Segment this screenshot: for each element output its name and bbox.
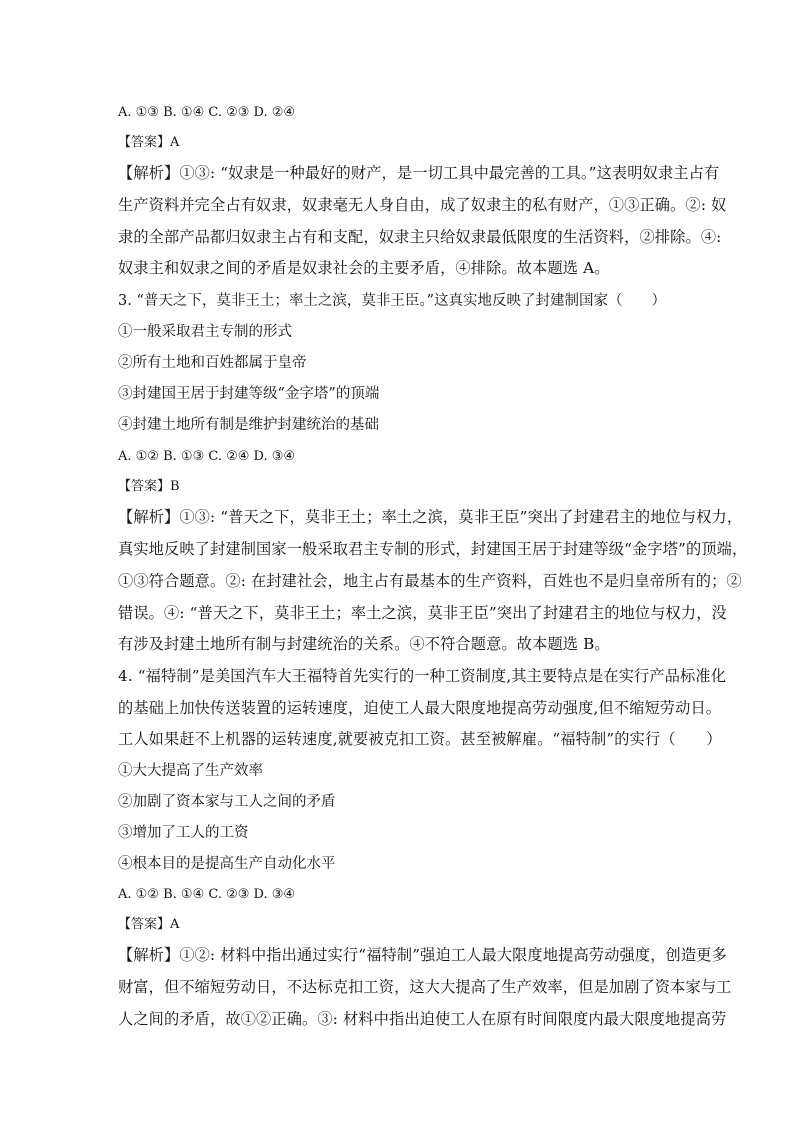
q2-analysis-line: 生产资料并完全占有奴隶，奴隶毫无人身自由，成了奴隶主的私有财产，①③正确。②: 奴 [118,196,727,214]
q3-options: A. ①② B. ①③ C. ②④ D. ③④ [118,449,296,464]
q4-statement: ④根本目的是提高生产自动化水平 [118,856,336,872]
q3-statement: ④封建土地所有制是维护封建统治的基础 [118,417,379,433]
q4-statement: ①大大提高了生产效率 [118,763,263,779]
q4-stem: 4. “福特制”是美国汽车大王福特首先实行的一种工资制度,其主要特点是在实行产品标准化 [118,667,727,685]
q4-statement: ③增加了工人的工资 [118,825,249,841]
q4-analysis-line: 财富，但不缩短劳动日，不达标克扣工资，这大大提高了生产效率，但是加剧了资本家与工 [118,978,732,996]
q3-analysis-line: 错误。④: “普天之下，莫非王土；率土之滨，莫非王臣”突出了封建君主的地位与权力，没 [118,604,727,622]
q4-statement: ②加剧了资本家与工人之间的矛盾 [118,794,336,810]
q3-answer: 【答案】B [118,479,180,494]
q4-options: A. ①② B. ①④ C. ②③ D. ③④ [118,887,296,902]
q4-stem: 工人如果赶不上机器的运转速度,就要被克扣工资。甚至被解雇。“福特制”的实行（ ） [118,730,722,748]
q2-analysis-line: 奴隶主和奴隶之间的矛盾是奴隶社会的主要矛盾，④排除。故本题选 A。 [118,259,610,277]
q2-answer: 【答案】A [118,135,180,150]
q2-options: A. ①③ B. ①④ C. ②③ D. ②④ [118,105,296,120]
q3-analysis-line: ①③符合题意。②: 在封建社会，地主占有最基本的生产资料，百姓也不是归皇帝所有的；② [118,572,742,590]
q3-analysis-line: 有涉及封建土地所有制与封建统治的关系。④不符合题意。故本题选 B。 [118,635,610,653]
q3-statement: ①一般采取君主专制的形式 [118,324,292,340]
q3-analysis-line: 真实地反映了封建制国家一般采取君主专制的形式，封建国王居于封建等级“金字塔”的顶端， [118,540,748,558]
q4-stem: 的基础上加快传送装置的运转速度，迫使工人最大限度地提高劳动强度,但不缩短劳动日。 [118,699,722,717]
q4-answer: 【答案】A [118,917,180,932]
q3-statement: ②所有土地和百姓都属于皇帝 [118,355,307,371]
q4-analysis-line: 【解析】①②: 材料中指出通过实行“福特制”强迫工人最大限度地提高劳动强度，创造更多 [118,946,727,964]
q3-statement: ③封建国王居于封建等级“金字塔”的顶端 [118,386,380,402]
q4-analysis-line: 人之间的矛盾，故①②正确。③: 材料中指出迫使工人在原有时间限度内最大限度地提高劳 [118,1010,727,1028]
q3-stem: 3. “普天之下，莫非王土；率土之滨，莫非王臣。”这真实地反映了封建制国家（ ） [118,293,667,309]
q2-analysis-line: 隶的全部产品都归奴隶主占有和支配，奴隶主只给奴隶最低限度的生活资料，②排除。④: [118,228,722,246]
q3-analysis-line: 【解析】①③: “普天之下，莫非王土；率土之滨，莫非王臣”突出了封建君主的地位与权力， [118,508,743,526]
q2-analysis-line: 【解析】①③: “奴隶是一种最好的财产，是一切工具中最完善的工具。”这表明奴隶主占有 [118,164,720,182]
